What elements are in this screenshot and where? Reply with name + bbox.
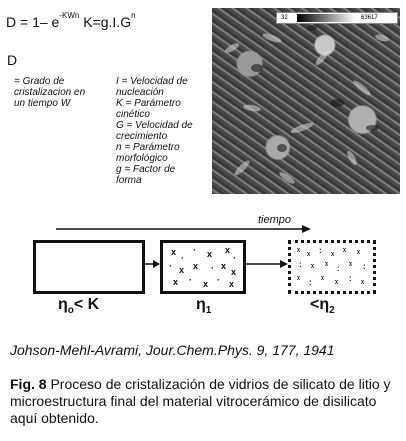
definition-line: morfológico	[116, 153, 168, 164]
stage-growth-box	[288, 240, 376, 294]
svg-text::: :	[299, 260, 302, 269]
definition-line: un tiempo W	[14, 98, 71, 109]
svg-text::: :	[309, 278, 312, 287]
svg-text:ᵡ: ᵡ	[349, 260, 353, 269]
equation-part1: D = 1– e	[6, 14, 60, 30]
sem-scale-bar	[276, 12, 398, 24]
eta-subscript: 1	[205, 305, 212, 317]
equation-exponent2: n	[131, 11, 136, 21]
definition-line: g = Factor de	[116, 164, 176, 175]
process-arrow-2	[242, 258, 288, 270]
svg-text:x: x	[221, 261, 227, 271]
svg-text:·: ·	[193, 245, 196, 255]
definition-line: n = Parámetro	[116, 142, 180, 153]
svg-text:ᵡ: ᵡ	[307, 250, 311, 259]
svg-text::: :	[337, 264, 340, 273]
definition-line: G = Velocidad de	[116, 120, 193, 131]
figure-label: Fig. 8	[10, 376, 47, 392]
figure-caption	[10, 376, 398, 427]
svg-text:·: ·	[169, 261, 172, 271]
eta-prefix: <	[310, 296, 320, 313]
eta-symbol: η	[196, 296, 206, 313]
svg-text:·: ·	[189, 275, 192, 285]
scale-gradient	[297, 14, 355, 22]
svg-text:ᵡ: ᵡ	[335, 278, 339, 287]
svg-text::: :	[363, 262, 366, 271]
definitions-parameters	[116, 76, 216, 186]
micrograph-texture	[212, 8, 400, 194]
svg-text:ᵡ: ᵡ	[357, 248, 361, 257]
eta-label-2	[310, 296, 335, 316]
svg-text:ᵡ: ᵡ	[297, 274, 301, 283]
time-arrow	[56, 224, 312, 234]
svg-text:x: x	[225, 245, 231, 255]
eta-label-0	[58, 296, 99, 316]
stage-glass-box	[33, 240, 145, 294]
definition-line: cristalizacion en	[14, 87, 86, 98]
svg-text:x: x	[193, 261, 199, 271]
nuclei-markers	[163, 243, 243, 291]
svg-text:ᵡ: ᵡ	[321, 274, 325, 283]
svg-text:ᵡ: ᵡ	[311, 262, 315, 271]
d-label: D	[7, 52, 18, 68]
scale-max-label: 63617	[361, 15, 378, 21]
scale-min-label: 32	[281, 15, 288, 21]
svg-text:·: ·	[233, 253, 236, 263]
caption-text: Proceso de cristalización de vidrios de silicato de litio y microestructura final del material vitrocerámico de disilicato aquí obtenido.	[10, 376, 391, 426]
svg-text:x: x	[171, 247, 177, 257]
avrami-equation	[6, 11, 136, 30]
svg-text:ᵡ: ᵡ	[343, 246, 347, 255]
svg-text:ᵡ: ᵡ	[361, 278, 365, 287]
time-label: tiempo	[258, 214, 292, 226]
svg-text:ᵡ: ᵡ	[325, 260, 329, 269]
crystal-markers	[291, 243, 373, 291]
definition-line: = Grado de	[14, 76, 65, 87]
definition-line: forma	[116, 175, 142, 186]
stage-nucleation-box	[160, 240, 246, 294]
svg-text:x: x	[207, 249, 213, 259]
svg-text::: :	[349, 274, 352, 283]
svg-text:ᵡ: ᵡ	[331, 250, 335, 259]
svg-text:x: x	[179, 265, 185, 275]
svg-text:·: ·	[211, 263, 214, 273]
svg-text:·: ·	[181, 253, 184, 263]
eta-symbol: η	[319, 296, 330, 313]
eta-rest: < K	[73, 296, 100, 313]
definition-d	[14, 76, 114, 109]
svg-text:·: ·	[217, 275, 220, 285]
svg-text:x: x	[173, 277, 179, 287]
definition-line: cinético	[116, 109, 150, 120]
citation-reference: Johson-Mehl-Avrami, Jour.Chem.Phys. 9, 177, 1941	[10, 342, 335, 358]
eta-symbol: η	[58, 296, 68, 313]
svg-text:x: x	[203, 279, 209, 289]
definition-line: nucleación	[116, 87, 164, 98]
svg-text:x: x	[229, 279, 235, 289]
eta-subscript: o	[67, 305, 74, 317]
definition-line: crecimiento	[116, 131, 168, 142]
sem-micrograph	[212, 8, 400, 194]
equation-exponent1: -KWn	[59, 11, 80, 21]
svg-text:ᵡ: ᵡ	[297, 246, 301, 255]
eta-label-1	[196, 296, 211, 316]
definition-line: I = Velocidad de	[116, 76, 188, 87]
svg-text::: :	[319, 246, 322, 255]
svg-text:x: x	[231, 267, 237, 277]
eta-subscript: 2	[329, 305, 335, 317]
definition-line: K = Parámetro	[116, 98, 181, 109]
equation-part2: K=g.I.G	[83, 14, 132, 30]
